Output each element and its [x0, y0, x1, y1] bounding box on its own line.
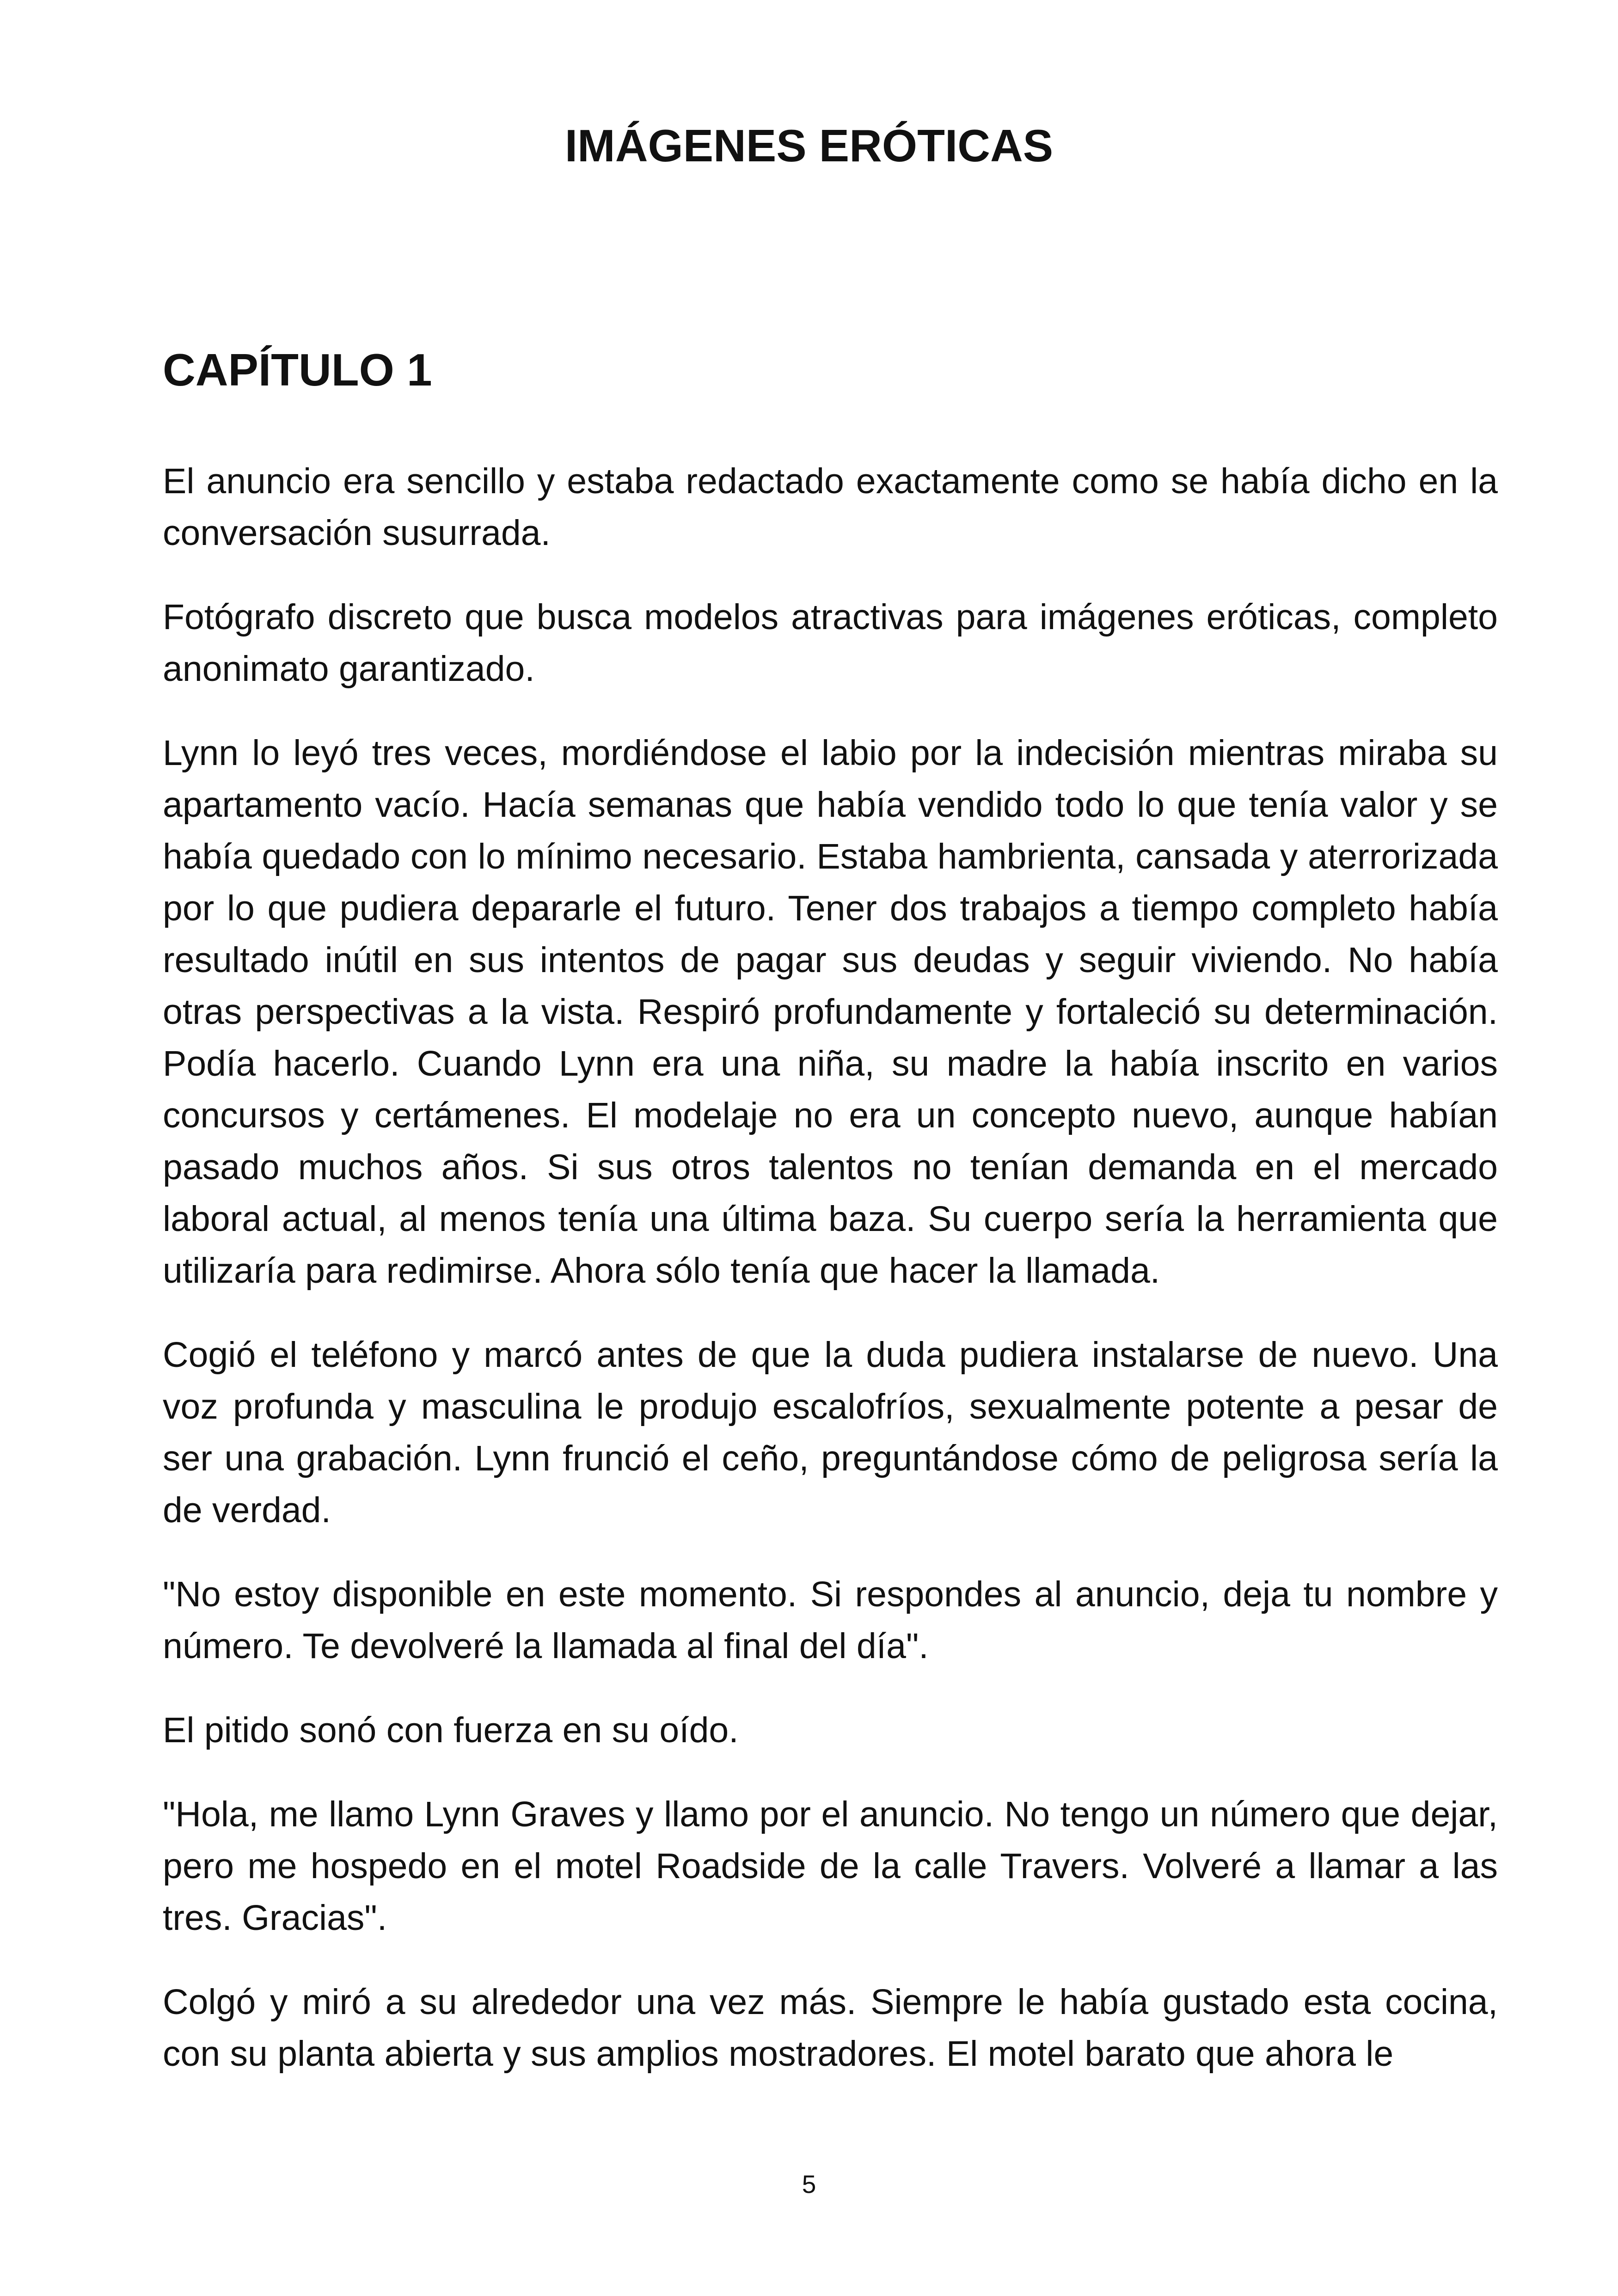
paragraph: El anuncio era sencillo y estaba redactado exactamente como se había dicho en la conversación susurrada.	[163, 461, 1498, 553]
paragraph: Colgó y miró a su alrededor una vez más. Siempre le había gustado esta cocina, con su planta abierta y sus amplios mostradores. El motel barato que ahora le	[163, 1982, 1498, 2074]
paragraph: El pitido sonó con fuerza en su oído.	[163, 1710, 739, 1750]
paragraph: Cogió el teléfono y marcó antes de que la duda pudiera instalarse de nuevo. Una voz profunda y masculina le produjo escalofríos, sexualmente potente a pesar de ser una grabación. Lynn frunció el ceño, preguntándose cómo de peligrosa sería la de verdad.	[163, 1335, 1498, 1530]
page-number: 5	[802, 2170, 816, 2198]
paragraph: Lynn lo leyó tres veces, mordiéndose el labio por la indecisión mientras miraba su apartamento vacío. Hacía semanas que había vendido todo lo que tenía valor y se había quedado con lo mínimo necesario. Estaba hambrienta, cansada y aterrorizada por lo que pudiera depararle el futuro. Tener dos trabajos a tiempo completo había resultado inútil en sus intentos de pagar sus deudas y seguir viviendo. No había otras perspectivas a la vista. Respiró profundamente y fortaleció su determinación. Podía hacerlo. Cuando Lynn era una niña, su madre la había inscrito en varios concursos y certámenes. El modelaje no era un concepto nuevo, aunque habían pasado muchos años. Si sus otros talentos no tenían demanda en el mercado laboral actual, al menos tenía una última baza. Su cuerpo sería la herramienta que utilizaría para redimirse. Ahora sólo tenía que hacer la llamada.	[163, 733, 1498, 1291]
book-title: IMÁGENES ERÓTICAS	[564, 120, 1054, 171]
chapter-body	[163, 455, 1498, 2112]
paragraph: Fotógrafo discreto que busca modelos atractivas para imágenes eróticas, completo anonimato garantizado.	[163, 597, 1498, 689]
chapter-title: CAPÍTULO 1	[163, 344, 432, 395]
paragraph: "Hola, me llamo Lynn Graves y llamo por el anuncio. No tengo un número que dejar, pero me hospedo en el motel Roadside de la calle Travers. Volveré a llamar a las tres. Gracias".	[163, 1794, 1498, 1938]
paragraph: "No estoy disponible en este momento. Si respondes al anuncio, deja tu nombre y número. Te devolveré la llamada al final del día".	[163, 1574, 1498, 1666]
